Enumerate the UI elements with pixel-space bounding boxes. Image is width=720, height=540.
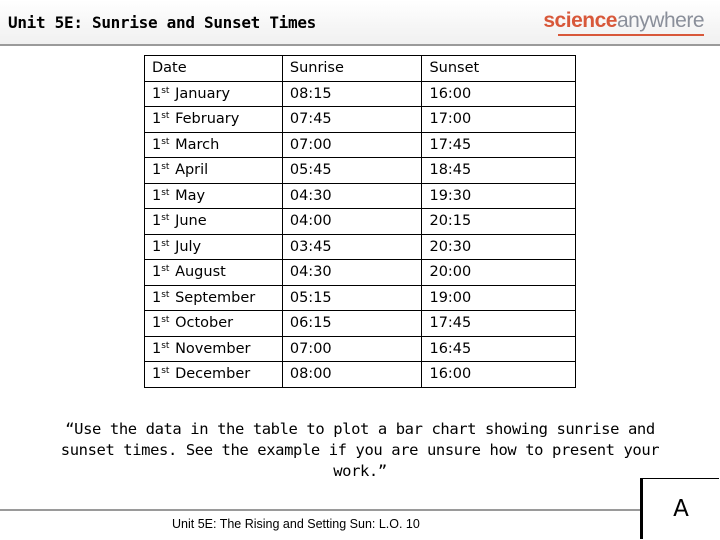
day-number: 1 xyxy=(152,111,162,128)
sunrise-cell: 08:15 xyxy=(282,81,422,107)
table-row xyxy=(145,158,576,184)
sunrise-cell: 04:30 xyxy=(282,183,422,209)
sunrise-cell: 07:00 xyxy=(282,336,422,362)
page-title: Unit 5E: Sunrise and Sunset Times xyxy=(8,13,316,32)
month-name: February xyxy=(175,111,240,128)
ordinal-suffix: st xyxy=(161,366,170,377)
sunrise-sunset-table xyxy=(144,55,576,388)
sunrise-cell: 07:45 xyxy=(282,107,422,133)
column-header-sunset: Sunset xyxy=(422,56,576,82)
month-name: July xyxy=(175,238,202,255)
science-anywhere-logo xyxy=(543,9,704,33)
footer-text: Unit 5E: The Rising and Setting Sun: L.O. 10 xyxy=(172,517,420,531)
date-cell xyxy=(145,362,283,388)
month-name: September xyxy=(175,289,256,306)
sunset-cell: 16:00 xyxy=(422,362,576,388)
day-number: 1 xyxy=(152,315,162,332)
date-cell xyxy=(145,260,283,286)
sunrise-cell: 07:00 xyxy=(282,132,422,158)
table-row xyxy=(145,362,576,388)
ordinal-suffix: st xyxy=(161,136,170,147)
sunrise-cell: 03:45 xyxy=(282,234,422,260)
sunrise-cell: 06:15 xyxy=(282,311,422,337)
month-name: March xyxy=(175,136,220,153)
day-number: 1 xyxy=(152,187,162,204)
sunset-cell: 18:45 xyxy=(422,158,576,184)
table-row xyxy=(145,183,576,209)
sunset-cell: 20:00 xyxy=(422,260,576,286)
day-number: 1 xyxy=(152,340,162,357)
sunset-cell: 20:30 xyxy=(422,234,576,260)
instruction-line-2: sunset times. See the example if you are unsure how to present your xyxy=(60,441,660,459)
sunset-cell: 16:00 xyxy=(422,81,576,107)
sunset-cell: 19:00 xyxy=(422,285,576,311)
table-row xyxy=(145,260,576,286)
instruction-quote xyxy=(40,419,680,482)
table-row xyxy=(145,107,576,133)
table-row xyxy=(145,81,576,107)
sunrise-cell: 05:45 xyxy=(282,158,422,184)
ordinal-suffix: st xyxy=(161,187,170,198)
sunset-cell: 17:45 xyxy=(422,311,576,337)
ordinal-suffix: st xyxy=(161,289,170,300)
month-name: November xyxy=(175,340,251,357)
date-cell xyxy=(145,311,283,337)
table-header-row xyxy=(145,56,576,82)
level-letter: A xyxy=(673,496,689,522)
date-cell xyxy=(145,107,283,133)
ordinal-suffix: st xyxy=(161,315,170,326)
day-number: 1 xyxy=(152,264,162,281)
sunrise-cell: 08:00 xyxy=(282,362,422,388)
ordinal-suffix: st xyxy=(161,238,170,249)
month-name: January xyxy=(175,85,231,102)
ordinal-suffix: st xyxy=(161,340,170,351)
day-number: 1 xyxy=(152,289,162,306)
footer-divider xyxy=(0,509,640,511)
date-cell xyxy=(145,183,283,209)
month-name: May xyxy=(175,187,206,204)
table-row xyxy=(145,336,576,362)
table-row xyxy=(145,209,576,235)
table-row xyxy=(145,132,576,158)
ordinal-suffix: st xyxy=(161,162,170,173)
month-name: August xyxy=(175,264,226,281)
date-cell xyxy=(145,234,283,260)
sunrise-cell: 04:30 xyxy=(282,260,422,286)
sunrise-cell: 05:15 xyxy=(282,285,422,311)
day-number: 1 xyxy=(152,366,162,383)
sunset-cell: 17:00 xyxy=(422,107,576,133)
level-badge xyxy=(640,478,719,539)
month-name: June xyxy=(175,213,207,230)
date-cell xyxy=(145,285,283,311)
day-number: 1 xyxy=(152,136,162,153)
day-number: 1 xyxy=(152,238,162,255)
logo-text-anywhere: anywhere xyxy=(616,9,704,32)
sunset-cell: 17:45 xyxy=(422,132,576,158)
table-body xyxy=(145,56,576,388)
sunrise-cell: 04:00 xyxy=(282,209,422,235)
day-number: 1 xyxy=(152,85,162,102)
sunset-cell: 19:30 xyxy=(422,183,576,209)
ordinal-suffix: st xyxy=(161,111,170,122)
table-row xyxy=(145,234,576,260)
day-number: 1 xyxy=(152,213,162,230)
logo-underline xyxy=(558,34,704,36)
month-name: October xyxy=(175,315,234,332)
instruction-line-3: work.” xyxy=(333,462,387,480)
day-number: 1 xyxy=(152,162,162,179)
date-cell xyxy=(145,158,283,184)
ordinal-suffix: st xyxy=(161,264,170,275)
ordinal-suffix: st xyxy=(161,85,170,96)
sunset-cell: 16:45 xyxy=(422,336,576,362)
column-header-date: Date xyxy=(145,56,283,82)
instruction-line-1: “Use the data in the table to plot a bar chart showing sunrise and xyxy=(65,420,655,438)
sunset-cell: 20:15 xyxy=(422,209,576,235)
logo-text-science: science xyxy=(543,9,617,32)
column-header-sunrise: Sunrise xyxy=(282,56,422,82)
date-cell xyxy=(145,132,283,158)
title-bar xyxy=(0,0,720,46)
date-cell xyxy=(145,81,283,107)
table-row xyxy=(145,311,576,337)
date-cell xyxy=(145,209,283,235)
ordinal-suffix: st xyxy=(161,213,170,224)
date-cell xyxy=(145,336,283,362)
month-name: December xyxy=(175,366,251,383)
table-row xyxy=(145,285,576,311)
month-name: April xyxy=(175,162,209,179)
